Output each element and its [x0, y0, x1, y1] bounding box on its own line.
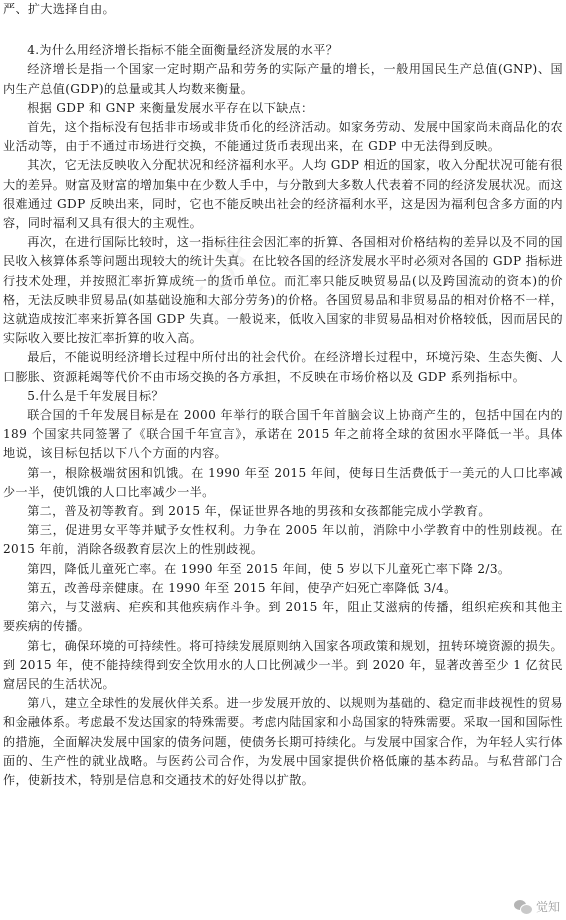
section4-heading: 4.为什么用经济增长指标不能全面衡量经济发展的水平？	[27, 43, 339, 58]
spacer	[3, 19, 563, 41]
section4-paragraph-4: 其次，它无法反映收入分配状况和经济福利水平。人均 GDP 相近的国家，收入分配状况可能有很大的差异。财富及财富的增加集中在少数人手中，与分散到大多数人代表着不同的经济发展状况。而这很难通过 GDP 反映出来，同时，它也不能反映出社会的经济福利水平，这是因为福利包含多方面的内容，同时福利又具有很大的主观性。	[3, 158, 563, 231]
wechat-label: 觉知	[535, 900, 560, 914]
section4-paragraph-3: 首先，这个指标没有包括非市场或非货币化的经济活动。如家务劳动、发展中国家尚未商品化的农业活动等，由于不通过市场进行交换，不能通过货币表现出来，在 GDP 中无法得到反映。	[3, 120, 563, 154]
wechat-watermark	[514, 898, 560, 915]
goal-item-1: 第一，根除极端贫困和饥饿。在 1990 年至 2015 年间，使每日生活费低于一美元的人口比率减少一半，使饥饿的人口比率减少一半。	[3, 465, 563, 499]
wechat-icon	[514, 900, 532, 914]
goal-item-6: 第六，与艾滋病、疟疾和其他疾病作斗争。到 2015 年，阻止艾滋病的传播，组织疟疾和其他主要疾病的传播。	[3, 600, 563, 634]
goal-item-5: 第五，改善母亲健康。在 1990 年至 2015 年间，使孕产妇死亡率降低 3/4。	[27, 580, 457, 595]
top-fragment-paragraph: 严、扩大选择自由。	[3, 2, 115, 16]
goal-item-8: 第八，建立全球性的发展伙伴关系。进一步发展开放的、以规则为基础的、稳定而非歧视性的贸易和金融体系。考虑最不发达国家的特殊需要。考虑内陆国家和小岛国家的特殊需要。采取一国和国际性的措施，全面解决发展中国家的债务问题，使债务长期可持续化。与发展中国家合作，为年轻人实行体面的、生产性的就业战略。与医药公司合作，为发展中国家提供价格低廉的基本药品。与私营部门合作，使新技术，特别是信息和交通技术的好处得以扩散。	[3, 696, 563, 787]
diagonal-watermark: TOP	[185, 227, 265, 322]
section4-paragraph-1: 经济增长是指一个国家一定时期产品和劳务的实际产量的增长，一般用国民生产总值(GNP)、国内生产总值(GDP)的总量或其人均数来衡量。	[3, 62, 563, 96]
section4-paragraph-2: 根据 GDP 和 GNP 来衡量发展水平存在以下缺点：	[27, 100, 314, 115]
goal-item-4: 第四，降低儿童死亡率。在 1990 年至 2015 年间，使 5 岁以下儿童死亡率下降 2/3。	[27, 561, 511, 576]
goal-item-3: 第三，促进男女平等并赋予女性权利。力争在 2005 年以前，消除中小学教育中的性别歧视。在 2015 年前，消除各级教育层次上的性别歧视。	[3, 523, 563, 557]
goal-item-2: 第二，普及初等教育。到 2015 年，保证世界各地的男孩和女孩都能完成小学教育。	[27, 504, 491, 519]
section4-paragraph-5: 再次，在进行国际比较时，这一指标往往会因汇率的折算、各国相对价格结构的差异以及不同的国民收入核算体系等问题出现较大的统计失真。在比较各国的经济发展水平时必须对各国的 GDP 指标进行技术处理，并按照汇率折算成统一的货币单位。而汇率只能反映贸易品(以及跨国流动的资本)的价格，无法反映非贸易品(如基础设施和大部分劳务)的价格。各国贸易品和非贸易品的相对价格不一样，这就造成按汇率来折算各国 GDP 失真。一般说来，低收入国家的非贸易品相对价格较低，因而居民的实际收入要比按汇率折算的收入高。	[3, 235, 563, 346]
goal-item-7: 第七，确保环境的可持续性。将可持续发展原则纳入国家各项政策和规划，扭转环境资源的损失。到 2015 年，使不能持续得到安全饮用水的人口比例减少一半。到 2020 年，显著改善至少 1 亿贫民窟居民的生活状况。	[3, 638, 563, 691]
section5-heading: 5.什么是千年发展目标？	[27, 388, 164, 403]
section5-intro: 联合国的千年发展目标是在 2000 年举行的联合国千年首脑会议上协商产生的，包括中国在内的 189 个国家共同签署了《联合国千年宣言》，承诺在 2015 年之前将全球的贫困水平降低一半。具体地说，该目标包括以下八个方面的内容。	[3, 408, 563, 461]
section4-paragraph-6: 最后，不能说明经济增长过程中所付出的社会代价。在经济增长过程中，环境污染、生态失衡、人口膨胀、资源耗竭等代价不由市场交换的各方承担，不反映在市场价格以及 GDP 系列指标中。	[3, 350, 563, 384]
